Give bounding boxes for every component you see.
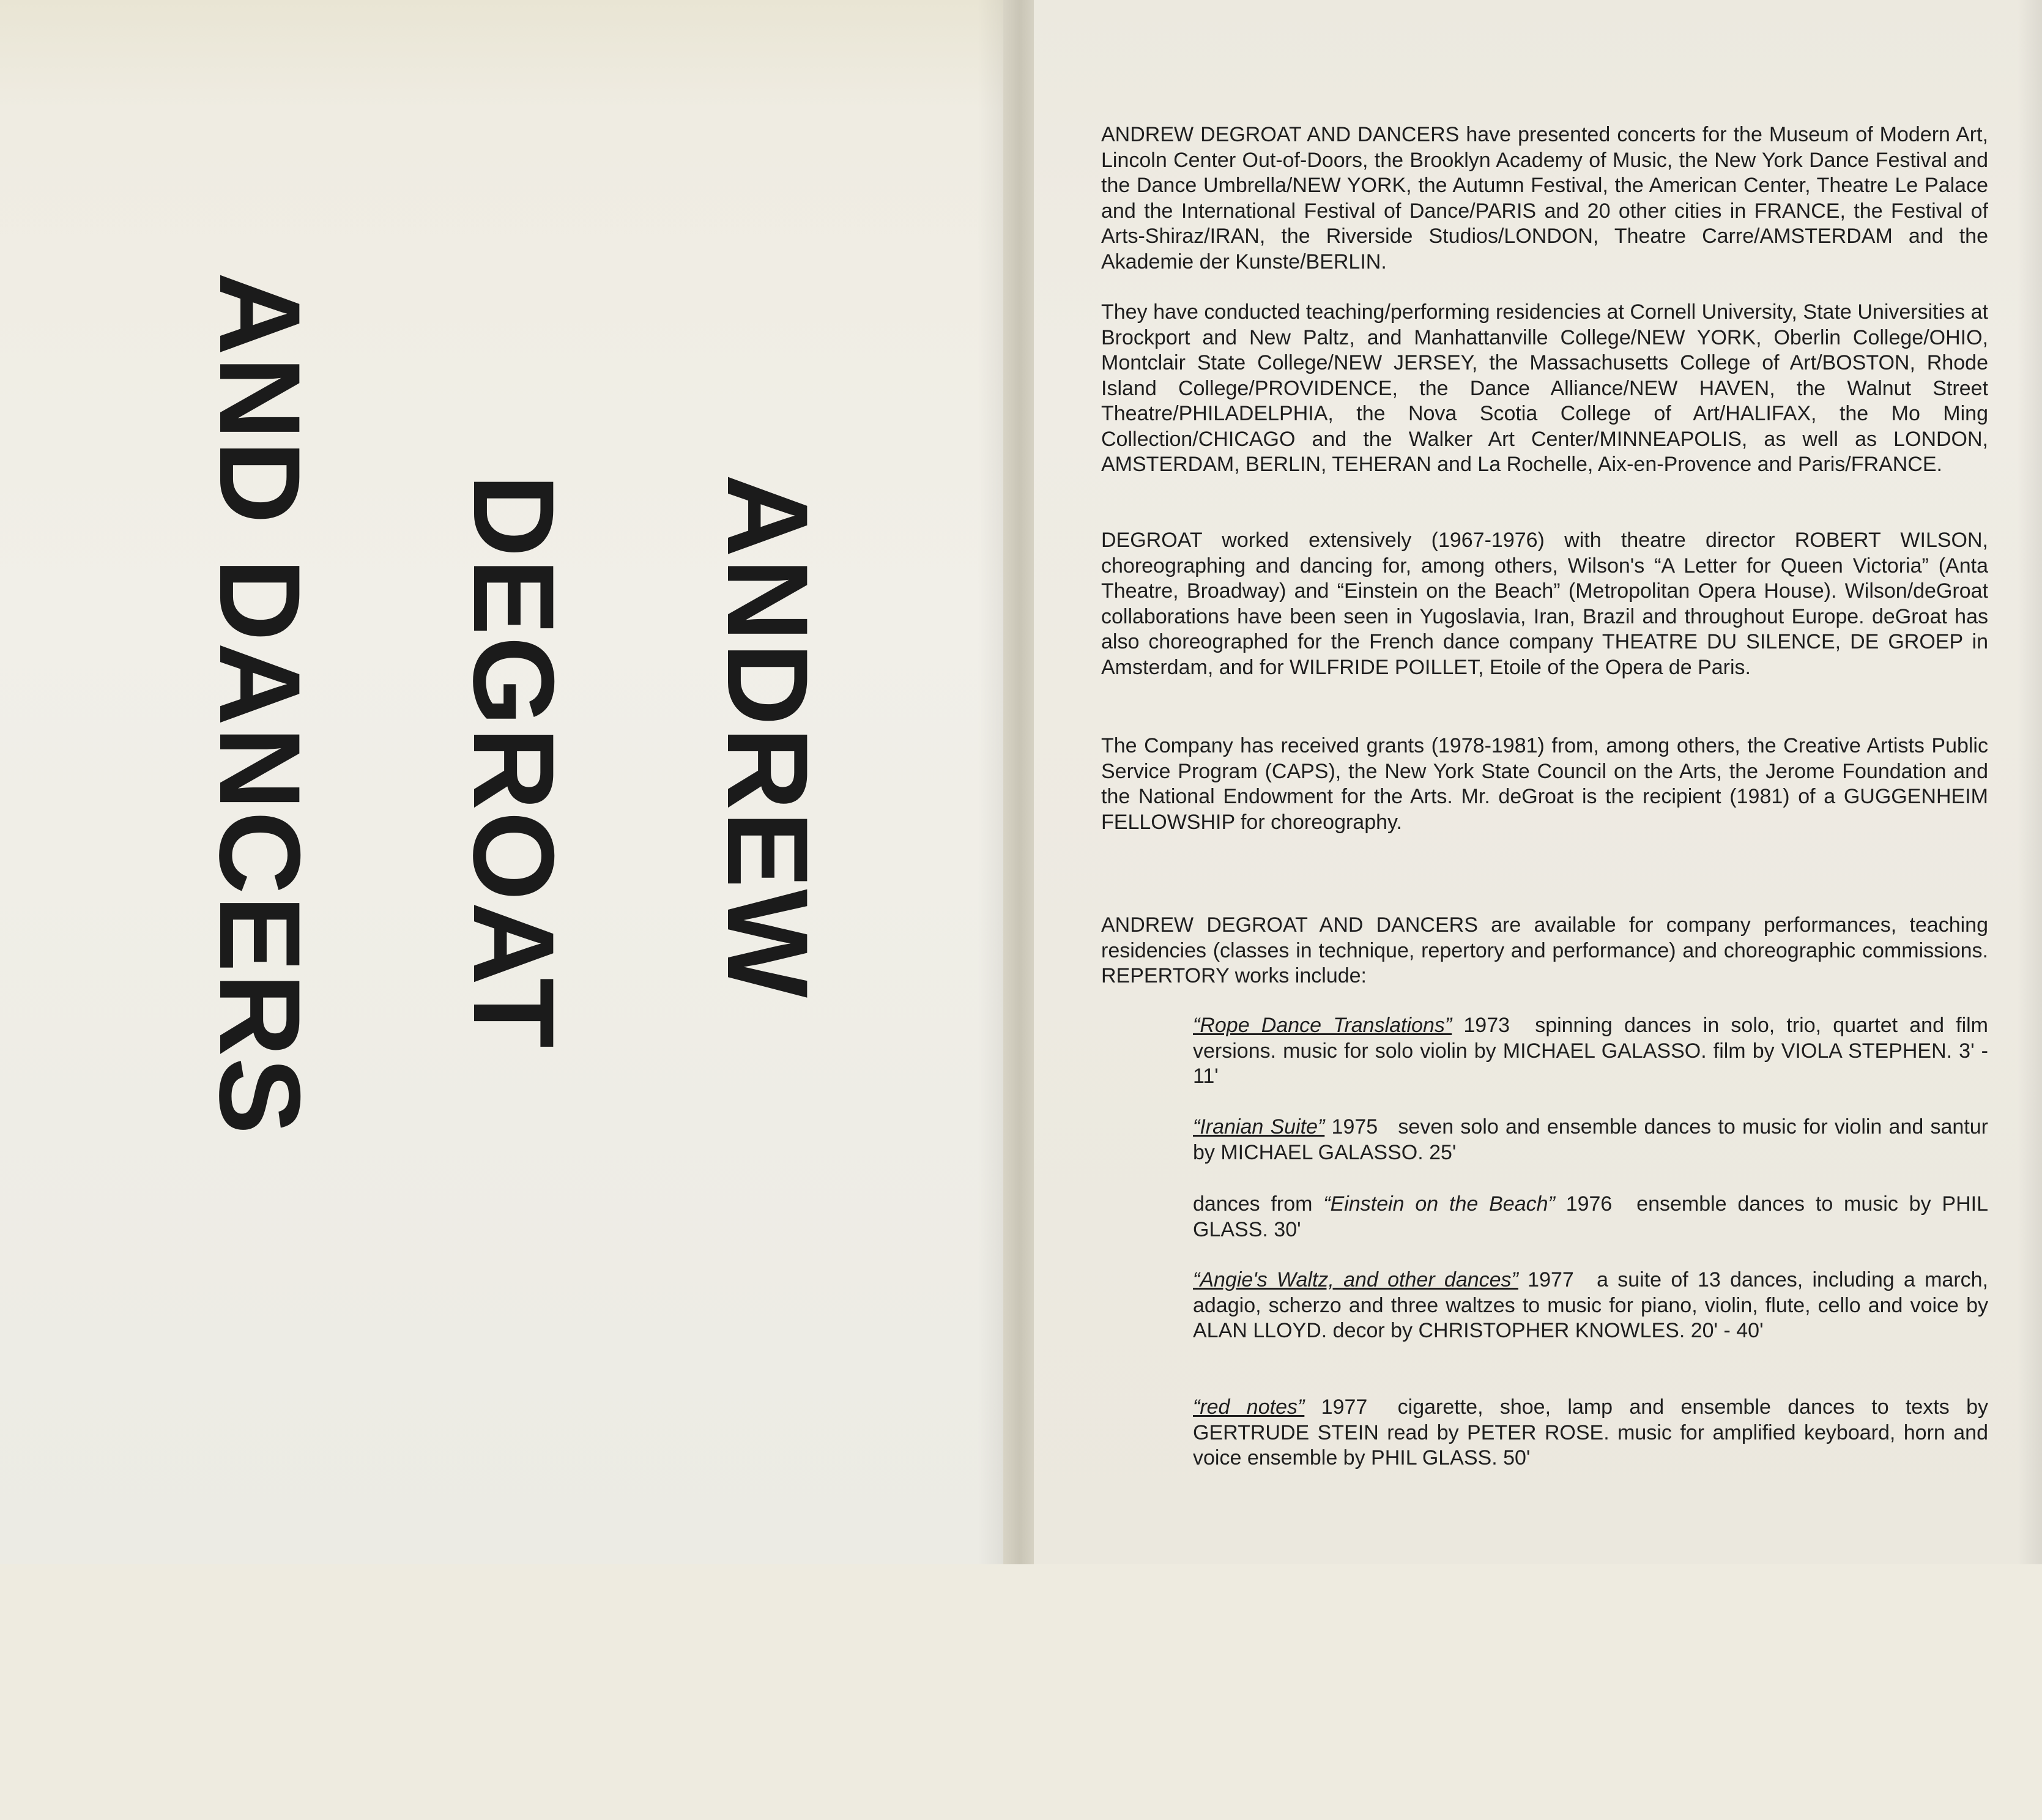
cover-title-and-dancers: AND DANCERS bbox=[196, 272, 324, 1136]
repertory-title: “Einstein on the Beach” bbox=[1323, 1192, 1555, 1216]
repertory-year: 1977 bbox=[1321, 1395, 1368, 1419]
repertory-prefix: dances from bbox=[1193, 1192, 1313, 1216]
repertory-year: 1973 bbox=[1463, 1014, 1510, 1037]
info-panel bbox=[1034, 0, 2042, 1564]
repertory-year: 1977 bbox=[1528, 1268, 1574, 1291]
repertory-title: “Rope Dance Translations” bbox=[1193, 1014, 1452, 1037]
repertory-item bbox=[1193, 1115, 1988, 1165]
paragraph-text: ANDREW DEGROAT AND DANCERS are available for company performances, teaching residencies (classes in technique, repertory and performance) and choreographic commissions. REPERTORY works include: bbox=[1101, 913, 1988, 987]
repertory-item bbox=[1193, 1395, 1988, 1471]
paragraph-grants bbox=[1101, 734, 1988, 835]
repertory-title: “red notes” bbox=[1193, 1395, 1305, 1419]
paragraph-text: The Company has received grants (1978-1981) from, among others, the Creative Artists Public Service Program (CAPS), the New York State Council on the Arts, the Jerome Foundation and the National Endowment for the Arts. Mr. deGroat is the recipient (1981) of a GUGGENHEIM FELLOWSHIP for choreography. bbox=[1101, 734, 1988, 834]
cover-title-degroat: DEGROAT bbox=[450, 474, 578, 1050]
repertory-item bbox=[1193, 1192, 1988, 1242]
paragraph-availability bbox=[1101, 913, 1988, 989]
page-edge-shadow bbox=[2018, 0, 2042, 1564]
repertory-description: seven solo and ensemble dances to music for violin and santur by MICHAEL GALASSO. 25' bbox=[1193, 1115, 1988, 1164]
paragraph-text: They have conducted teaching/performing residencies at Cornell University, State Universities at Brockport and New Paltz, and Manhattanville College/NEW YORK, Oberlin College/OHIO, Montclair State College/NEW JERSEY, the Massachusetts College of Art/BOSTON, Rhode Island College/PROVIDENCE, the Dance Alliance/NEW HAVEN, the Walnut Street Theatre/PHILADELPHIA, the Nova Scotia College of Art/HALIFAX, the Mo Ming Collection/CHICAGO and the Walker Art Center/MINNEAPOLIS, as well as LONDON, AMSTERDAM, BERLIN, TEHERAN and La Rochelle, Aix-en-Provence and Paris/FRANCE. bbox=[1101, 300, 1988, 476]
repertory-item bbox=[1193, 1268, 1988, 1344]
repertory-title: “Angie's Waltz, and other dances” bbox=[1193, 1268, 1518, 1291]
repertory-description: spinning dances in solo, trio, quartet and film versions. music for solo violin by MICHAEL GALASSO. film by VIOLA STEPHEN. 3' - 11' bbox=[1193, 1014, 1989, 1088]
repertory-description: a suite of 13 dances, including a march, adagio, scherzo and three waltzes to music for piano, violin, flute, cello and voice by ALAN LLOYD. decor by CHRISTOPHER KNOWLES. 20' - 40' bbox=[1193, 1268, 1989, 1342]
paragraph-residencies bbox=[1101, 300, 1988, 478]
cover-title-andrew: ANDREW bbox=[704, 474, 832, 999]
paragraph-text: ANDREW DEGROAT AND DANCERS have presented concerts for the Museum of Modern Art, Lincoln Center Out-of-Doors, the Brooklyn Academy of Music, the New York Dance Festival and the Dance Umbrella/NEW YORK, the Autumn Festival, the American Center, Theatre Le Palace and the International Festival of Dance/PARIS and 20 other cities in FRANCE, the Festival of Arts-Shiraz/IRAN, the Riverside Studios/LONDON, Theatre Carre/AMSTERDAM and the Akademie der Kunste/BERLIN. bbox=[1101, 123, 1988, 273]
cover-panel bbox=[0, 0, 1014, 1564]
repertory-item bbox=[1193, 1013, 1988, 1090]
repertory-year: 1976 bbox=[1565, 1192, 1613, 1216]
paragraph-wilson bbox=[1101, 528, 1988, 680]
repertory-description: ensemble dances to music by PHIL GLASS. 30' bbox=[1193, 1192, 1988, 1241]
paragraph-text: DEGROAT worked extensively (1967-1976) with theatre director ROBERT WILSON, choreographing and dancing for, among others, Wilson's “A Letter for Queen Victoria” (Anta Theatre, Broadway) and “Einstein on the Beach” (Metropolitan Opera House). Wilson/deGroat collaborations have been seen in Yugoslavia, Iran, Brazil and throughout Europe. deGroat has also choreographed for the French dance company THEATRE DU SILENCE, DE GROEP in Amsterdam, and for WILFRIDE POILLET, Etoile of the Opera de Paris. bbox=[1101, 529, 1988, 679]
repertory-title: “Iranian Suite” bbox=[1193, 1115, 1325, 1138]
repertory-year: 1975 bbox=[1331, 1115, 1378, 1138]
repertory-description: cigarette, shoe, lamp and ensemble dances to texts by GERTRUDE STEIN read by PETER ROSE. music for amplified keyboard, horn and voice ensemble by PHIL GLASS. 50' bbox=[1193, 1395, 1989, 1469]
paragraph-concerts bbox=[1101, 122, 1988, 275]
